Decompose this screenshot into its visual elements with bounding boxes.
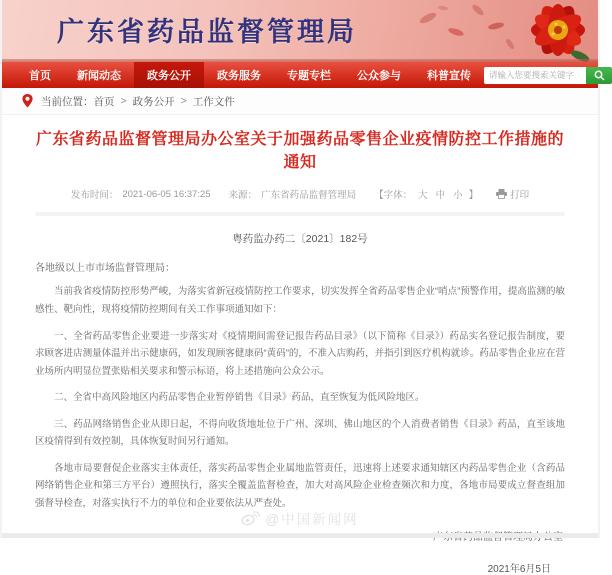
font-size-large-button[interactable]: 大 — [418, 190, 428, 202]
nav-item-gov-services[interactable]: 政务服务 — [217, 70, 261, 82]
breadcrumb-work-documents[interactable]: 工作文件 — [192, 95, 235, 108]
source-label: 来源： — [228, 190, 258, 202]
location-pin-icon — [22, 94, 33, 108]
paragraph-item-3: 三、药品网络销售企业从即日起，不得向收货地址位于广州、深圳、佛山地区的个人消费者销售《目录》药品，直至该地区疫情得到有效控制，具体恢复时间另行通知。 — [35, 418, 565, 448]
paragraph-item-1: 一、全省药品零售企业要进一步落实对《疫情期间需登记报告药品目录》（以下简称《目录》）药品实名登记报告制度，要求顾客进店测量体温并出示健康码，如发现顾客健康码“黄码”的，不准入店购药，并指引到医疗机构就诊。药品零售企业应在营业场所内明显位置张贴相关要求和警示标语，将上述措施向公众公示。 — [35, 330, 565, 377]
breadcrumb-separator: > — [120, 95, 127, 107]
nav-item-gov-disclosure[interactable]: 政务公开 — [134, 62, 204, 88]
print-label: 打印 — [510, 190, 530, 202]
breadcrumb-home[interactable]: 首页 — [93, 95, 115, 108]
article-meta — [35, 187, 565, 201]
paragraph-item-2: 二、全省中高风险地区内药品零售企业暂停销售《目录》药品，直至恢复为低风险地区。 — [54, 392, 425, 404]
document-number: 粤药监办药二〔2021〕182号 — [232, 233, 368, 246]
font-size-medium-button[interactable]: 中 — [435, 190, 446, 202]
font-size-small-button[interactable]: 小 — [453, 190, 463, 202]
paragraph-intro: 当前我省疫情防控形势严峻，为落实省新冠疫情防控工作要求，切实发挥全省药品零售企业“哨点”预警作用，提高监测的敏感性、靶向性，现将疫情防控期间有关工作事项通知如下： — [35, 286, 565, 315]
signature-date: 2021年6月5日 — [487, 563, 551, 575]
paragraph-closing: 各地市局要督促企业落实主体责任，落实药品零售企业属地监管责任，迅速将上述要求通知辖区内药品零售企业（含药品网络销售企业和第三方平台）遵照执行，落实全覆盖监督检查，加大对高风险企业检查频次和力度，各地市局要成立督查组加强督导检查，对落实执行不力的单位和企业要依法从严查处。 — [35, 462, 565, 509]
nav-item-public-participation[interactable]: 公众参与 — [357, 70, 401, 82]
search-input[interactable] — [484, 67, 586, 84]
search-icon — [594, 70, 605, 81]
main-nav — [2, 62, 598, 88]
font-size-prefix: 【字体： — [374, 190, 413, 202]
kapok-flower-illustration — [398, 0, 598, 62]
site-title: 广东省药品监督管理局 — [57, 17, 357, 47]
font-size-suffix: 】 — [468, 190, 479, 202]
printer-icon — [496, 189, 507, 199]
article — [2, 115, 598, 575]
source-value: 广东省药品监督管理局 — [261, 190, 357, 202]
print-button[interactable] — [496, 187, 529, 201]
nav-item-special-topics[interactable]: 专题专栏 — [287, 70, 331, 82]
publish-time-value: 2021-06-05 16:37:25 — [122, 188, 211, 200]
publish-time-label: 发布时间： — [70, 190, 119, 202]
nav-item-home[interactable]: 首页 — [29, 70, 51, 82]
nav-item-news[interactable]: 新闻动态 — [77, 70, 121, 82]
breadcrumb-label: 当前位置： — [41, 95, 94, 108]
search-button[interactable] — [586, 67, 612, 84]
watermark-text: @中国新闻网 — [265, 512, 359, 527]
breadcrumb-gov-disclosure[interactable]: 政务公开 — [132, 95, 175, 108]
page-bottom-strip — [2, 533, 598, 538]
site-banner — [2, 0, 598, 62]
nav-item-science-publicity[interactable]: 科普宣传 — [427, 70, 471, 82]
breadcrumb — [2, 88, 598, 115]
article-title: 广东省药品监督管理局办公室关于加强药品零售企业疫情防控工作措施的通知 — [35, 131, 564, 172]
breadcrumb-separator: > — [180, 95, 187, 107]
search-bar — [484, 62, 612, 88]
salutation: 各地级以上市市场监督管理局： — [35, 263, 175, 275]
meta-divider — [35, 212, 565, 216]
